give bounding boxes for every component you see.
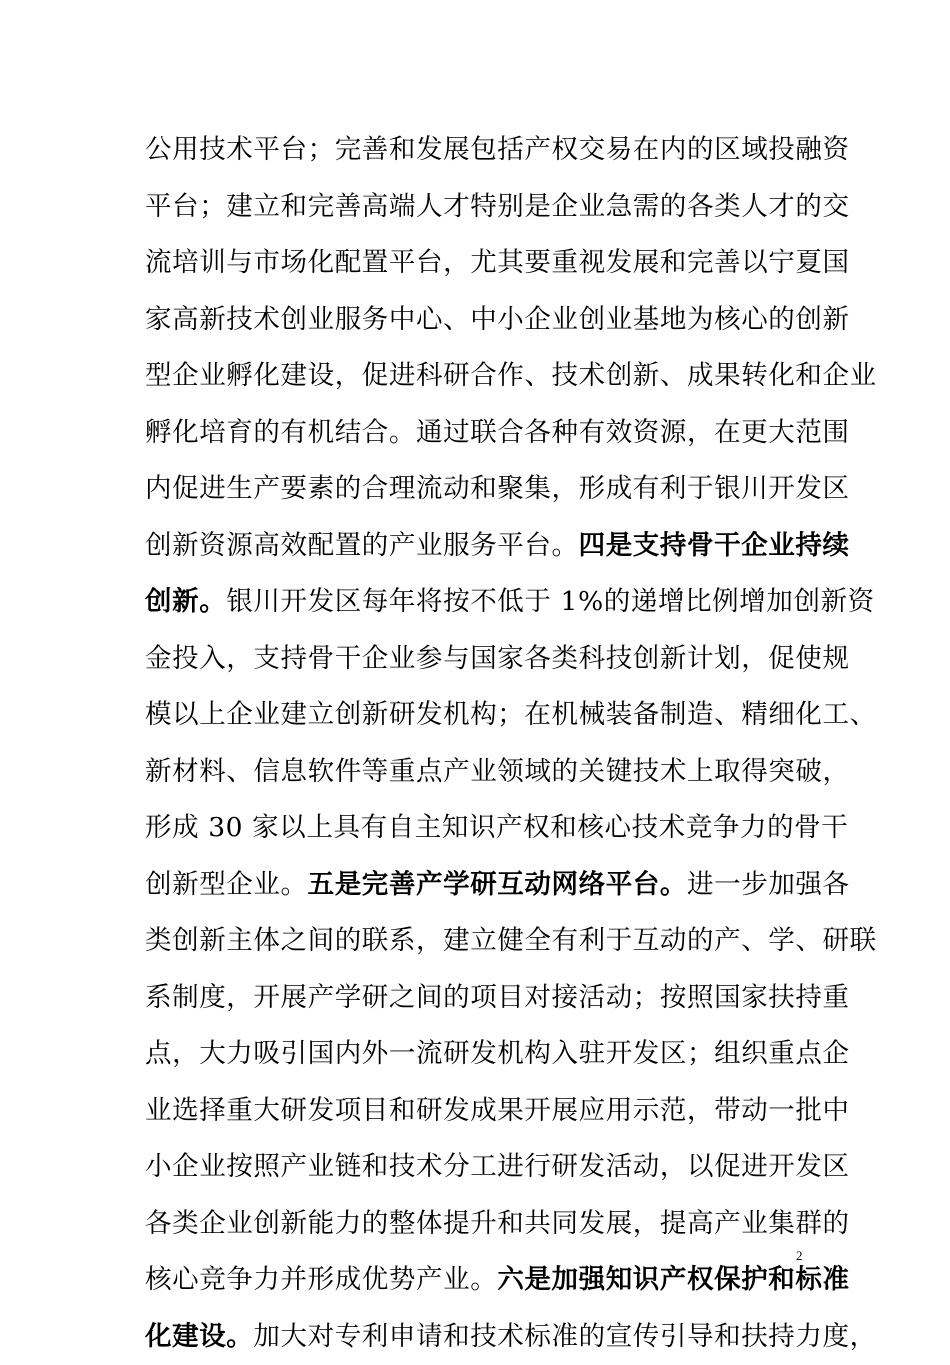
body-text-segment: 创新资源高效配置的产业服务平台。 [145, 530, 579, 561]
body-text [145, 122, 825, 1365]
body-text-segment: 创新型企业。 [145, 869, 308, 900]
body-text-segment: 模以上企业建立创新研发机构；在机械装备制造、精细化工、 [145, 699, 877, 730]
bold-heading-text: 创新。 [145, 586, 226, 617]
text-line [145, 800, 825, 857]
body-text-segment: 核心竞争力并形成优势产业。 [145, 1264, 497, 1295]
body-text-segment: 内促进生产要素的合理流动和聚集，形成有利于银川开发区 [145, 473, 850, 504]
body-text-segment: 流培训与市场化配置平台，尤其要重视发展和完善以宁夏国 [145, 247, 850, 278]
text-line [145, 122, 825, 179]
body-text-segment: 孵化培育的有机结合。通过联合各种有效资源，在更大范围 [145, 417, 850, 448]
text-line [145, 461, 825, 518]
text-line [145, 631, 825, 688]
text-line [145, 179, 825, 236]
text-line [145, 1139, 825, 1196]
body-text-segment: 类创新主体之间的联系，建立健全有利于互动的产、学、研联 [145, 925, 877, 956]
bold-heading-text: 化建设。 [145, 1321, 253, 1352]
text-line [145, 1252, 825, 1309]
body-text-segment: 银川开发区每年将按不低于 1%的递增比例增加创新资 [226, 586, 874, 617]
body-text-segment: 进一步加强各 [687, 869, 850, 900]
text-line [145, 744, 825, 801]
text-line [145, 687, 825, 744]
text-line [145, 235, 825, 292]
body-text-segment: 家高新技术创业服务中心、中小企业创业基地为核心的创新 [145, 304, 850, 335]
text-line [145, 574, 825, 631]
text-line [145, 292, 825, 349]
body-text-segment: 点，大力吸引国内外一流研发机构入驻开发区；组织重点企 [145, 1038, 850, 1069]
body-text-segment: 金投入，支持骨干企业参与国家各类科技创新计划，促使规 [145, 643, 850, 674]
bold-heading-text: 四是支持骨干企业持续 [579, 530, 850, 561]
text-line [145, 1026, 825, 1083]
text-line [145, 970, 825, 1027]
text-line [145, 857, 825, 914]
body-text-segment: 新材料、信息软件等重点产业领域的关键技术上取得突破， [145, 756, 850, 787]
body-text-segment: 形成 30 家以上具有自主知识产权和核心技术竞争力的骨干 [145, 812, 848, 843]
text-line [145, 1083, 825, 1140]
body-text-segment: 各类企业创新能力的整体提升和共同发展，提高产业集群的 [145, 1208, 850, 1239]
body-text-segment: 平台；建立和完善高端人才特别是企业急需的各类人才的交 [145, 191, 850, 222]
body-text-segment: 加大对专利申请和技术标准的宣传引导和扶持力度， [253, 1321, 876, 1352]
text-line [145, 913, 825, 970]
text-line [145, 348, 825, 405]
body-text-segment: 业选择重大研发项目和研发成果开展应用示范，带动一批中 [145, 1095, 850, 1126]
bold-heading-text: 六是加强知识产权保护和标准 [497, 1264, 849, 1295]
body-text-segment: 系制度，开展产学研之间的项目对接活动；按照国家扶持重 [145, 982, 850, 1013]
text-line [145, 1309, 825, 1365]
text-line [145, 405, 825, 462]
body-text-segment: 小企业按照产业链和技术分工进行研发活动，以促进开发区 [145, 1151, 850, 1182]
page-number: 2 [796, 1248, 803, 1264]
text-line [145, 518, 825, 575]
bold-heading-text: 五是完善产学研互动网络平台。 [308, 869, 687, 900]
text-line [145, 1196, 825, 1253]
body-text-segment: 公用技术平台；完善和发展包括产权交易在内的区域投融资 [145, 134, 850, 165]
body-text-segment: 型企业孵化建设，促进科研合作、技术创新、成果转化和企业 [145, 360, 877, 391]
